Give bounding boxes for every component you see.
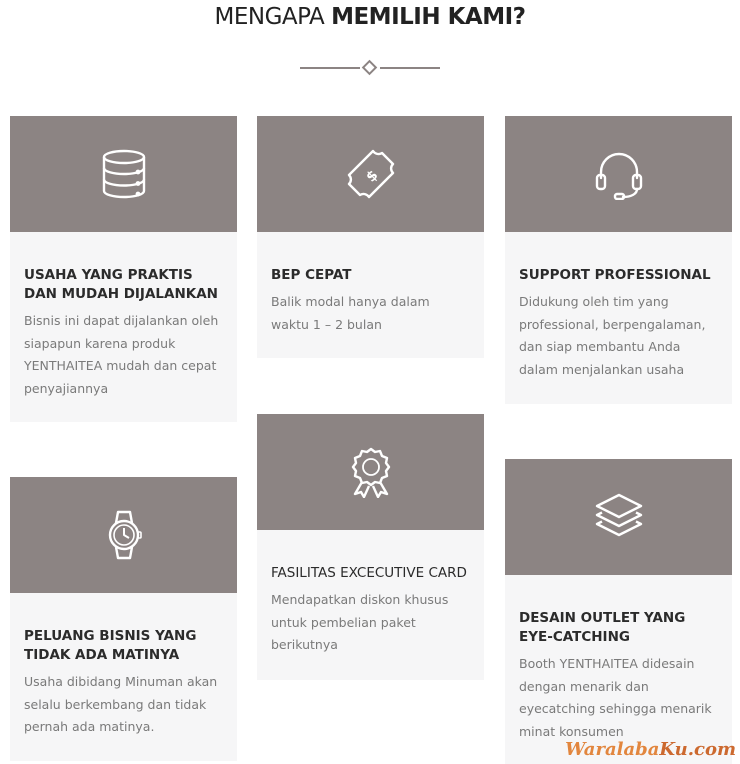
card-title: FASILITAS EXCECUTIVE CARD bbox=[271, 565, 467, 581]
card-title: DESAIN OUTLET YANG EYE-CATCHING bbox=[519, 610, 686, 645]
feature-card-executive-card bbox=[257, 414, 484, 680]
card-description: Balik modal hanya dalam waktu 1 – 2 bulan bbox=[271, 294, 430, 332]
headset-icon bbox=[593, 148, 645, 200]
card-description: Mendapatkan diskon khusus untuk pembelian paket berikutnya bbox=[271, 592, 449, 652]
card-title: BEP CEPAT bbox=[271, 267, 352, 283]
heading-light: MENGAPA bbox=[214, 4, 332, 30]
feature-card-easy-business bbox=[10, 116, 237, 422]
card-title: PELUANG BISNIS YANG TIDAK ADA MATINYA bbox=[24, 628, 197, 663]
card-title: USAHA YANG PRAKTIS DAN MUDAH DIJALANKAN bbox=[24, 267, 218, 302]
svg-text:$: $ bbox=[362, 167, 381, 186]
feature-card-bep bbox=[257, 116, 484, 358]
watermark-ku: Ku.com bbox=[659, 739, 736, 760]
divider-line-left bbox=[300, 67, 360, 69]
heading-divider bbox=[300, 60, 440, 76]
card-image bbox=[257, 414, 484, 530]
card-image bbox=[10, 116, 237, 232]
layers-icon bbox=[593, 491, 645, 543]
feature-card-outlet-design bbox=[505, 459, 732, 764]
watch-icon bbox=[98, 509, 150, 561]
card-image bbox=[257, 116, 484, 232]
card-description: Usaha dibidang Minuman akan selalu berkembang dan tidak pernah ada matinya. bbox=[24, 674, 218, 734]
card-image bbox=[505, 116, 732, 232]
watermark-main: Waralaba bbox=[565, 739, 660, 760]
feature-card-support bbox=[505, 116, 732, 404]
watermark-logo bbox=[565, 739, 736, 760]
section-heading bbox=[0, 4, 740, 30]
card-description: Didukung oleh tim yang professional, berpengalaman, dan siap membantu Anda dalam menjalankan usaha bbox=[519, 294, 706, 377]
card-image bbox=[505, 459, 732, 575]
heading-bold: MEMILIH KAMI? bbox=[331, 4, 526, 30]
money-icon bbox=[345, 148, 397, 200]
card-description: Booth YENTHAITEA didesain dengan menarik dan eyecatching sehingga menarik minat konsumen bbox=[519, 656, 712, 739]
card-title: SUPPORT PROFESSIONAL bbox=[519, 267, 711, 283]
feature-card-opportunity bbox=[10, 477, 237, 761]
card-image bbox=[10, 477, 237, 593]
card-description: Bisnis ini dapat dijalankan oleh siapapun karena produk YENTHAITEA mudah dan cepat penyajiannya bbox=[24, 313, 219, 396]
database-icon bbox=[98, 148, 150, 200]
divider-diamond bbox=[362, 60, 378, 76]
award-ribbon-icon bbox=[345, 446, 397, 498]
divider-line-right bbox=[380, 67, 440, 69]
